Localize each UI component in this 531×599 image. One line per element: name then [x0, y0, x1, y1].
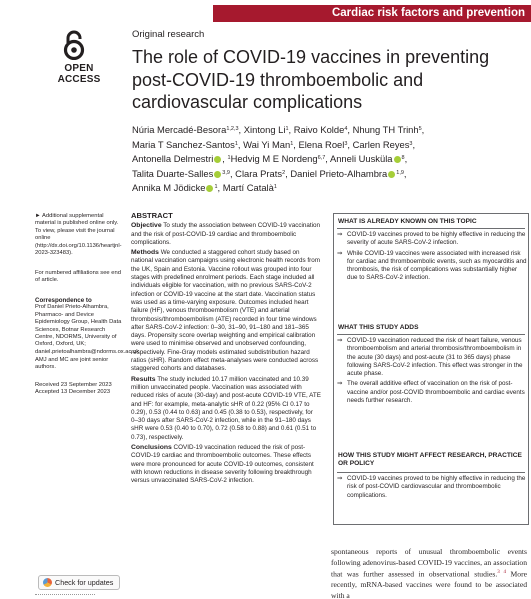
article-type: Original research — [132, 29, 205, 40]
author-affiliation-sup: 3 — [344, 140, 348, 147]
author-affiliation-sup: 1,9 — [396, 169, 404, 176]
arrow-icon: ⇒ — [337, 231, 343, 238]
author-name[interactable]: Anneli Uusküla — [329, 153, 393, 164]
abstract-sections — [131, 222, 321, 485]
abstract-heading: ABSTRACT — [131, 211, 173, 220]
box-divider — [337, 334, 525, 335]
article-title: The role of COVID-19 vaccines in preventing post-COVID-19 thromboembolic and cardiovascular complications — [132, 47, 490, 112]
impact-heading: HOW THIS STUDY MIGHT AFFECT RESEARCH, PRACTICE OR POLICY — [338, 452, 522, 467]
author-affiliation-sup: 4 — [344, 126, 348, 132]
abstract-section-label: Conclusions — [131, 444, 172, 452]
author-name[interactable]: Wai Yi Man — [243, 138, 291, 150]
joint-senior-note: AMJ and MC are joint senior authors. — [35, 357, 109, 371]
body-paragraph — [331, 547, 527, 599]
author-affiliation-sup: 3 — [409, 140, 413, 147]
author-line: Núria Mercadé-Besora$^{1,2,3}$, Xintong Li$^1$, Raivo Kolde$^4$, Nhung TH Trinh$^5$, — [132, 124, 425, 135]
key-message-text: The overall additive effect of vaccination on the risk of post-vaccine and/or post-COVID thromboembolic and cardiac events needs further research. — [347, 380, 525, 405]
author-line: Talita Duarte-Salles $^{3,9}$, Clara Prats$^2$, Daniel Prieto-Alhambra $^{1,9}$, — [132, 167, 407, 179]
abstract-section — [131, 249, 321, 373]
author-affiliation-sup: 5 — [418, 126, 422, 132]
correspondence-body: Prof Daniel Prieto-Alhambra, Pharmaco- and Device Epidemiology Group, Health Data Sciences, Botnar Research Centre, NDORMS, University of Oxford, Oxford, UK; daniel.prietoalhambra@ndorms.ox.ac.uk — [35, 304, 140, 355]
key-message-item — [337, 337, 527, 378]
author-list — [132, 123, 512, 196]
reference-citation[interactable]: 3 4 — [497, 570, 507, 575]
correspondence-title: Correspondence to — [35, 297, 92, 304]
abstract-section-text: The study included 10.17 million vaccinated and 10.39 million unvaccinated people. Vaccination was associated with reduced risks of acute (30-day) and post-acute COVID-19 VTE, ATE and HF: for example, meta-analytic sHR of 0.22 (95% CI 0.17 to 0.29), 0.53 (0.44 to 0.63) and 0.45 (0.38 to 0.53), respectively, for 0–30 days after SARS-CoV-2 infection, while in the 91–180 days sHR were 0.53 (0.40 to 0.70), 0.72 (0.58 to 0.88) and 0.61 (0.51 to 0.73), respectively. — [131, 375, 321, 441]
key-message-text: COVID-19 vaccination reduced the risk of heart failure, venous thromboembolism and arterial thrombosis/thromboembolism in the acute (30 days) and post-acute (31 to 365 days) phase following SARS-CoV-2 infection. This effect was stronger in the acute phase. — [347, 337, 523, 378]
abstract-section-text: COVID-19 vaccination reduced the risk of post-COVID-19 cardiac and thromboembolic outcomes. These effects were more pronounced for acute COVID-19 outcomes, consistent with known reductions in disease severity following breakthrough versus unvaccinated SARS-CoV-2 infection. — [131, 444, 314, 485]
adds-heading: WHAT THIS STUDY ADDS — [338, 324, 419, 331]
article-dates — [35, 382, 125, 397]
arrow-icon: ⇒ — [337, 337, 343, 344]
received-date: Received 23 September 2023 — [35, 382, 112, 388]
author-affiliation-sup: 3,9 — [222, 169, 230, 176]
arrow-icon: ⇒ — [337, 475, 343, 482]
author-name[interactable]: Xintong Li — [243, 124, 286, 135]
section-banner: Cardiac risk factors and prevention — [213, 5, 531, 22]
abstract-section-text: To study the association between COVID-19 vaccination and the risk of post-COVID-19 cardiac and thromboembolic complications. — [131, 222, 321, 246]
affiliations-note: For numbered affiliations see end of article. — [35, 270, 121, 284]
author-affiliation-sup: 8 — [401, 155, 405, 161]
key-message-item — [337, 380, 527, 405]
author-affiliation-sup: 1 — [227, 155, 231, 161]
orcid-icon[interactable] — [388, 171, 395, 178]
arrow-icon: ⇒ — [337, 249, 343, 257]
crossmark-icon — [43, 578, 52, 587]
body-text-b: More recently, mRNA-based vaccines were found to be associated with a — [331, 569, 527, 599]
adds-list — [337, 337, 527, 407]
author-name[interactable]: Daniel Prieto-Alhambra — [290, 167, 388, 179]
author-affiliation-sup: 6,7 — [317, 155, 326, 161]
author-affiliation-sup: 1 — [273, 184, 277, 190]
known-list — [337, 231, 527, 285]
author-line: Maria T Sanchez-Santos$^1$, Wai Yi Man$^1$, Elena Roel$^3$, Carlen Reyes$^3$, — [132, 138, 416, 150]
author-affiliation-sup: 2 — [282, 169, 286, 176]
open-access-icon — [62, 30, 86, 60]
abstract-section — [131, 222, 321, 247]
author-name[interactable]: Clara Prats — [235, 167, 283, 179]
author-affiliation-sup: 1 — [234, 140, 238, 147]
key-message-text: COVID-19 vaccines proved to be highly effective in reducing the severity of acute SARS-CoV-2 infection. — [347, 231, 526, 247]
abstract-section — [131, 376, 321, 442]
arrow-icon: ⇒ — [337, 380, 343, 388]
key-message-item — [337, 475, 527, 500]
author-name[interactable]: Núria Mercadé-Besora — [132, 124, 227, 135]
abstract-section-text: We conducted a staggered cohort study based on national vaccination campaigns using electronic health records from the UK, Spain and Estonia. Vaccine rollout was grouped into four stages with predefined enrolment periods. Each stage included all individuals eligible for vaccination, with no previous SARS-CoV-2 infection or COVID-19 vaccine at the start date. Vaccination status was used as a time-varying exposure. Outcomes included heart failure (HF), venous thromboembolism (VTE) and arterial thrombosis/thromboembolism (ATE) recorded in four time windows after SARS-CoV-2 infection: 0–30, 31–90, 91–180 and 181–365 days. Propensity score overlap weighting and empirical calibration were used to minimise observed and unobserved confounding, respectively. Fine-Gray models estimated subdistribution hazard ratios (sHR). Random effect meta-analyses were conducted across staggered cohorts and databases. — [131, 249, 321, 373]
author-name[interactable]: Elena Roel — [298, 138, 345, 150]
author-line: Annika M Jödicke $^1$, Martí Català$^1$ — [132, 182, 277, 193]
author-affiliation-sup: 1 — [285, 126, 289, 132]
key-message-text: While COVID-19 vaccines were associated with increased risk for cardiac and thromboembolic events, such as myocarditis and thrombosis, the risk of complications was substantially higher due to SARS-CoV-2 infection. — [347, 249, 527, 282]
author-name[interactable]: Hedvig M E Nordeng — [230, 153, 318, 164]
impact-list — [337, 475, 527, 502]
check-for-updates-label: Check for updates — [55, 578, 114, 587]
author-name[interactable]: Carlen Reyes — [352, 138, 410, 150]
author-name[interactable]: Nhung TH Trinh — [352, 124, 419, 135]
supplemental-note: ► Additional supplemental material is published online only. To view, please visit the journal online (http://dx.doi.org/10.1136/heartjnl-2023-323483). — [35, 213, 122, 257]
author-affiliation-sup: 1 — [214, 184, 218, 190]
orcid-icon[interactable] — [214, 156, 221, 163]
abstract — [131, 212, 321, 488]
orcid-icon[interactable] — [214, 171, 221, 178]
author-affiliation-sup: 1 — [290, 140, 294, 147]
known-heading: WHAT IS ALREADY KNOWN ON THIS TOPIC — [338, 218, 477, 225]
orcid-icon[interactable] — [206, 185, 213, 192]
author-name[interactable]: Maria T Sanchez-Santos — [132, 138, 235, 150]
box-divider — [337, 228, 525, 229]
key-message-text: COVID-19 vaccines proved to be highly effective in reducing the risk of post-COVID cardiovascular and thromboembolic complications. — [347, 475, 526, 499]
check-for-updates-button[interactable] — [38, 575, 120, 590]
key-messages-box — [333, 213, 529, 525]
body-text-a: spontaneous reports of unusual thromboembolic events following adenovirus-based COVID-19 vaccines, an association that was further assessed in observational studies. — [331, 547, 527, 579]
abstract-section-label: Results — [131, 375, 156, 383]
author-name[interactable]: Raivo Kolde — [293, 124, 345, 135]
orcid-icon[interactable] — [394, 156, 401, 163]
author-name[interactable]: Annika M Jödicke — [132, 182, 206, 193]
author-name[interactable]: Antonella Delmestri — [132, 153, 214, 164]
author-name[interactable]: Talita Duarte-Salles — [132, 167, 214, 179]
author-name[interactable]: Martí Català — [222, 182, 274, 193]
open-access-label: OPEN ACCESS — [57, 63, 101, 85]
abstract-section-label: Methods — [131, 249, 159, 257]
author-line: Antonella Delmestri , $^1$Hedvig M E Nordeng$^{6,7}$, Anneli Uusküla $^8$, — [132, 153, 408, 164]
box-divider — [337, 472, 525, 473]
abstract-section — [131, 444, 321, 485]
correspondence — [35, 297, 140, 356]
abstract-section-label: Objective — [131, 222, 162, 230]
author-affiliation-sup: 1,2,3 — [226, 126, 239, 132]
key-message-item — [337, 250, 527, 283]
footer-divider — [35, 594, 95, 597]
key-message-item — [337, 231, 527, 248]
accepted-date: Accepted 13 December 2023 — [35, 389, 111, 396]
